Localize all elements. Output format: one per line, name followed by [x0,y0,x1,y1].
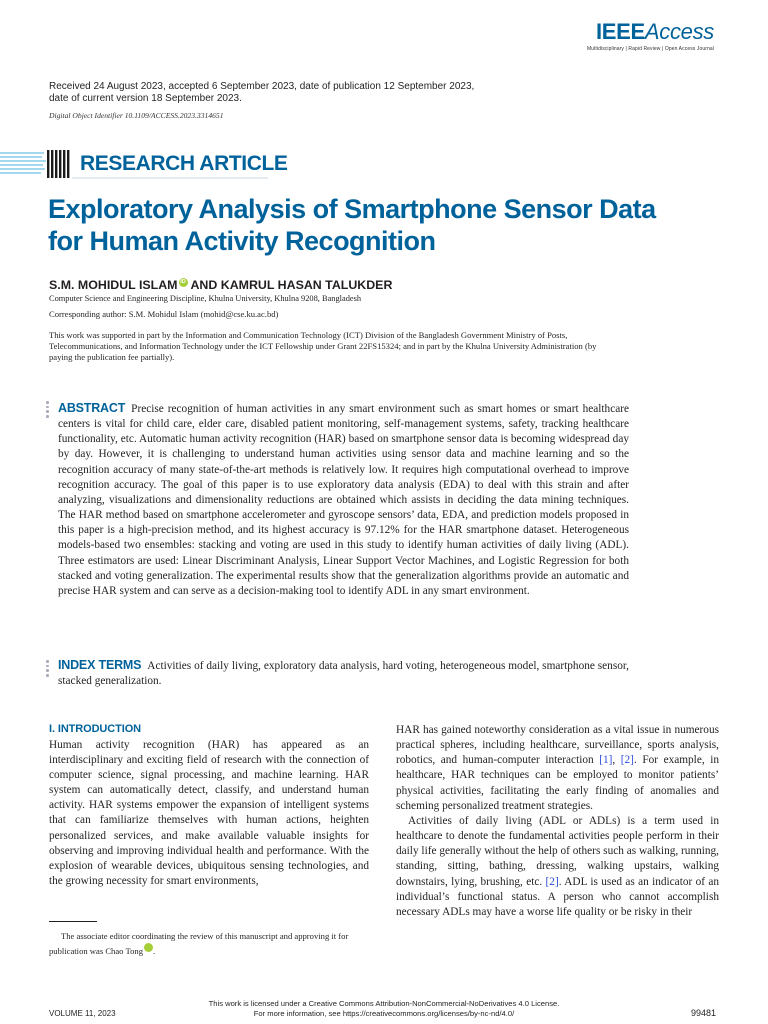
author-list [49,278,392,292]
index-terms-heading: INDEX TERMS [58,658,142,672]
citation-link[interactable]: [2] [545,875,559,888]
author-1[interactable]: S.M. MOHIDUL ISLAM [49,278,178,292]
author-2[interactable]: AND KAMRUL HASAN TALUKDER [187,278,393,292]
license-notice: This work is licensed under a Creative Commons Attribution-NonCommercial-NoDerivatives 4.0 License. For more information, see https://creativecommons.org/licenses/by-nc-nd/4.0/ [0,999,768,1018]
page-number: 99481 [690,1008,716,1018]
license-link[interactable]: For more information, see https://creativecommons.org/licenses/by-nc-nd/4.0/ [253,1008,515,1018]
editor-footnote: The associate editor coordinating the review of this manuscript and approving it for publication was Chao Tong iD. [49,931,349,956]
funding-statement: This work was supported in part by the Information and Communication Technology (ICT) Division of the Bangladesh Government Ministry of Posts, Telecommunications, and Information Technology under the ICT Fellowship under Grant 22FS15324; and in part by the Khulna University Administration (by paying the publication fee partially). [49,330,597,362]
corresponding-author: Corresponding author: S.M. Mohidul Islam (mohid@cse.ku.ac.bd) [49,309,279,319]
intro-paragraph-1: HAR has gained noteworthy consideration as a vital issue in numerous practical spheres, including healthcare, surveillance, sports analysis, robotics, and human-computer interaction [1], [2]. For example, in healthcare, HAR techniques can be employed to monitor patients’ physical activities, facilitating the early finding of anomalies and scheming personalized treatment strategies. [396,724,719,812]
footnote-divider [49,921,97,922]
paper-title: Exploratory Analysis of Smartphone Sensor Data for Human Activity Recognition [48,194,656,256]
publication-dates: Received 24 August 2023, accepted 6 September 2023, date of publication 12 September 2023, date of current version 18 September 2023. [49,81,475,104]
logo-tagline: Multidisciplinary | Rapid Review | Open Access Journal [587,46,714,52]
abstract [58,401,629,599]
intro-right-column [396,723,719,920]
logo-wordmark: IEEEAccess [595,19,714,44]
citation-link[interactable]: [1] [599,754,613,767]
doi: Digital Object Identifier 10.1109/ACCESS.2023.3314651 [49,111,224,120]
orcid-icon[interactable]: iD [144,943,153,952]
ieee-access-logo [587,20,714,52]
affiliation: Computer Science and Engineering Discipline, Khulna University, Khulna 9208, Bangladesh [49,294,362,303]
section-heading-introduction: I. INTRODUCTION [49,723,141,735]
volume-label: VOLUME 11, 2023 [49,1009,116,1018]
abstract-marker-icon [46,401,49,420]
intro-left-column: Human activity recognition (HAR) has appeared as an interdisciplinary and exciting field of research with the connection of computer science, signal processing, and machine learning. HAR system can automatically detect, classify, and understand human activity. HAR systems empower the expansion of intelligent systems that can familiarize themselves with human actions, heighten personalized services, and make available valuable insights for observing and improving individual health and performance. With the explosion of wearable devices, ubiquitous sensing technologies, and the growing necessity for smart environments, [49,739,369,887]
index-terms-text: Activities of daily living, exploratory data analysis, hard voting, heterogeneous model, smartphone sensor, stacked generalization. [58,660,629,688]
orcid-icon[interactable]: iD [180,279,186,285]
index-terms-marker-icon [46,660,49,679]
abstract-text: Precise recognition of human activities in any smart environment such as smart homes or smart healthcare centers is vital for child care, elder care, disabled patient monitoring, self-management systems, safety, tracking healthcare functionality, etc. Automatic human activity recognition (HAR) based on smartphone sensor data is becoming widespread day by day. However, it is challenging to understand human activities using sensor data and machine learning and so the recognition accuracy of many state-of-the-art methods is relatively low. It requires high computational overhead to improve recognition accuracy. The goal of this paper is to use exploratory data analysis (EDA) to deal with this strain and after analyzing, visualizations and dimensionality reductions are obtained which assists in deciding the data mining techniques. The HAR method based on smartphone accelerometer and gyroscope sensors’ data, EDA, and prediction models proposed in this paper is a high-precision method, and its highest accuracy is 97.12% for the HAR smartphone dataset. Heterogeneous models-based two ensembles: stacking and voting are used in this study to identify human activities of daily living (ADL). Three estimators are used: Linear Discriminant Analysis, Linear Support Vector Machines, and Logistic Regression for both stacked and voting generalization. The experimental results show that the generalization algorithms provide an automatic and precise HAR system and can serve as a decision-making tool to identify ADL in any smart environment. [58,403,629,597]
citation-link[interactable]: [2] [620,754,634,767]
abstract-heading: ABSTRACT [58,401,126,415]
intro-paragraph-2: Activities of daily living (ADL or ADLs) is a term used in healthcare to denote the fundamental activities people perform in their daily life generally without the help of others such as walking, running, standing, sitting, bathing, dressing, walking upstairs, walking downstairs, lying, brushing, etc. [2]. ADL is used as an indicator of an individual’s functional status. A person who cannot accomplish necessary ADLs may have a worse life quality or be risky in their [396,814,719,918]
index-terms [58,658,629,689]
article-type-label: RESEARCH ARTICLE [80,152,288,175]
